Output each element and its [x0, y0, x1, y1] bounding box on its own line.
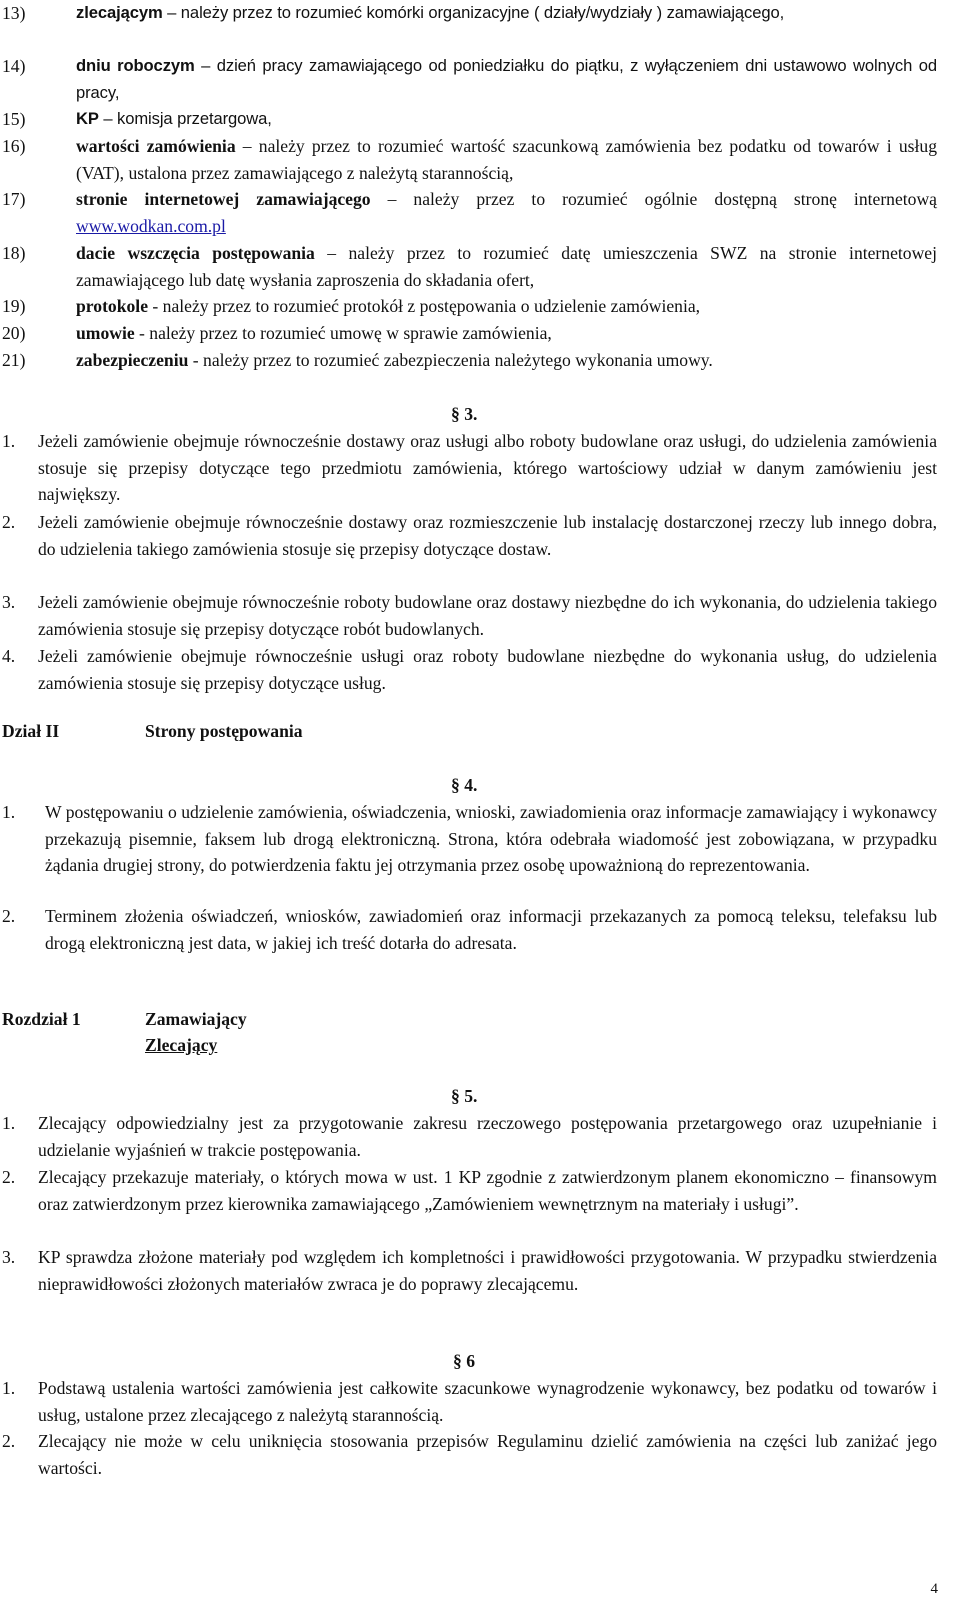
section-5-item-2	[2, 1164, 937, 1217]
definition-term: wartości zamówienia	[76, 136, 236, 156]
definition-number: 19)	[2, 296, 26, 316]
definition-14	[2, 53, 937, 106]
item-number: 2.	[2, 512, 16, 532]
definition-text: – należy przez to rozumieć ogólnie dostępną stronę internetową	[370, 189, 937, 209]
item-text: W postępowaniu o udzielenie zamówienia, oświadczenia, wnioski, zawiadomienia oraz informacje zamawiający i wykonawcy przekazują pisemnie, faksem lub drogą elektroniczną. Strona, która odebrała wiadomość jest zobowiązana, w przypadku żądania drugiej strony, do potwierdzenia faktu jej otrzymania przez osobę upoważnioną do reprezentowania.	[45, 802, 937, 875]
definition-number: 15)	[2, 109, 26, 129]
section-3-item-1	[2, 428, 937, 508]
section-5-title: § 5.	[451, 1086, 478, 1106]
definition-number: 16)	[2, 136, 26, 156]
definition-term: zlecającym	[76, 3, 163, 22]
item-text: Terminem złożenia oświadczeń, wniosków, zawiadomień oraz informacji przekazanych za pomocą teleksu, telefaksu lub drogą elektroniczną jest data, w jakiej ich treść dotarła do adresata.	[45, 906, 937, 953]
definition-text: – komisja przetargowa,	[98, 109, 272, 128]
item-text: Jeżeli zamówienie obejmuje równocześnie roboty budowlane oraz dostawy niezbędne do ich wykonania, do udzielenia takiego zamówienia stosuje się przepisy dotyczące robót budowlanych.	[38, 592, 937, 639]
item-text: Zlecający odpowiedzialny jest za przygotowanie zakresu rzeczowego postępowania przetargowego oraz uzupełnianie i udzielanie wyjaśnień w trakcie postępowania.	[38, 1113, 937, 1160]
section-3-item-4	[2, 643, 937, 696]
definition-number: 17)	[2, 189, 26, 209]
section-4-item-2	[2, 903, 937, 956]
definition-20	[2, 320, 937, 347]
definition-18	[2, 240, 937, 293]
item-text: KP sprawdza złożone materiały pod względem ich kompletności i prawidłowości przygotowania. W przypadku stwierdzenia nieprawidłowości złożonych materiałów zwraca je do poprawy zlecającemu.	[38, 1247, 937, 1294]
section-3-item-2	[2, 509, 937, 562]
item-number: 1.	[2, 1378, 16, 1398]
definition-number: 20)	[2, 323, 26, 343]
section-3-title: § 3.	[451, 404, 478, 424]
definition-19	[2, 293, 937, 320]
definition-term: umowie	[76, 323, 135, 343]
definition-text: - należy przez to rozumieć umowę w sprawie zamówienia,	[134, 323, 552, 343]
definition-text: – należy przez to rozumieć komórki organizacyjne ( działy/wydziały ) zamawiającego,	[162, 3, 785, 22]
definition-13	[2, 0, 937, 27]
dzial-title: Strony postępowania	[145, 721, 303, 741]
definition-text: – dzień pracy zamawiającego od poniedziałku do piątku, z wyłączeniem dni ustawowo wolnych od pracy,	[76, 56, 937, 102]
section-4-item-1	[2, 799, 937, 879]
definition-term: dacie wszczęcia postępowania	[76, 243, 315, 263]
definition-number: 18)	[2, 243, 26, 263]
section-5-item-1	[2, 1110, 937, 1163]
item-text: Jeżeli zamówienie obejmuje równocześnie dostawy oraz rozmieszczenie lub instalację dostarczonej rzeczy lub innego dobra, do udzielenia takiego zamówienia stosuje się przepisy dotyczące dostaw.	[38, 512, 937, 559]
rozdzial-title: Zamawiający	[145, 1009, 247, 1029]
item-text: Podstawą ustalenia wartości zamówienia jest całkowite szacunkowe wynagrodzenie wykonawcy, bez podatku od towarów i usług, ustalone przez zlecającego z należytą starannością.	[38, 1378, 937, 1425]
definition-15	[2, 106, 937, 133]
definition-text: - należy przez to rozumieć protokół z postępowania o udzielenie zamówienia,	[148, 296, 701, 316]
rozdzial-label: Rozdział 1	[2, 1009, 81, 1029]
definition-text: – należy przez to rozumieć wartość szacunkową zamówienia bez podatku od towarów i usług (VAT), ustalona przez zamawiającego z należytą starannością,	[76, 136, 937, 183]
item-number: 2.	[2, 1431, 16, 1451]
definition-number: 14)	[2, 56, 26, 76]
definition-16	[2, 133, 937, 186]
item-text: Jeżeli zamówienie obejmuje równocześnie dostawy oraz usługi albo roboty budowlane oraz usługi, do udzielenia zamówienia stosuje się przepisy dotyczące tego przedmiotu zamówienia, którego wartościowy udział w danym zamówieniu jest największy.	[38, 431, 937, 504]
item-number: 3.	[2, 1247, 16, 1267]
item-number: 1.	[2, 1113, 16, 1133]
page-number: 4	[930, 1581, 938, 1597]
definition-term: KP	[76, 109, 99, 128]
item-number: 4.	[2, 646, 16, 666]
item-text: Jeżeli zamówienie obejmuje równocześnie usługi oraz roboty budowlane niezbędne do wykonania usług, do udzielenia zamówienia stosuje się przepisy dotyczące usług.	[38, 646, 937, 693]
definition-term: stronie internetowej zamawiającego	[76, 189, 371, 209]
item-number: 1.	[2, 802, 16, 822]
section-6-item-1	[2, 1375, 937, 1428]
definition-term: zabezpieczeniu	[76, 350, 189, 370]
rozdzial-subtitle: Zlecający	[145, 1035, 218, 1055]
section-6-item-2	[2, 1428, 937, 1481]
item-text: Zlecający nie może w celu uniknięcia stosowania przepisów Regulaminu dzielić zamówienia na części lub zaniżać jego wartości.	[38, 1431, 937, 1478]
definition-number: 13)	[2, 3, 26, 23]
section-6-title: § 6	[453, 1351, 475, 1371]
item-number: 1.	[2, 431, 16, 451]
item-number: 3.	[2, 592, 16, 612]
section-4-title: § 4.	[451, 775, 478, 795]
item-number: 2.	[2, 906, 16, 926]
website-link[interactable]: www.wodkan.com.pl	[76, 215, 226, 236]
definition-21	[2, 347, 937, 374]
definition-term: dniu roboczym	[76, 56, 195, 75]
definition-text: – należy przez to rozumieć datę umieszczenia SWZ na stronie internetowej zamawiającego lub datę wysłania zaproszenia do składania ofert,	[76, 243, 937, 290]
definition-number: 21)	[2, 350, 26, 370]
definition-17	[2, 186, 937, 239]
definition-term: protokole	[76, 296, 149, 316]
section-3-item-3	[2, 589, 937, 642]
definition-text: - należy przez to rozumieć zabezpieczenia należytego wykonania umowy.	[188, 350, 713, 370]
dzial-label: Dział II	[2, 721, 60, 741]
item-number: 2.	[2, 1167, 16, 1187]
item-text: Zlecający przekazuje materiały, o których mowa w ust. 1 KP zgodnie z zatwierdzonym planem ekonomiczno – finansowym oraz zatwierdzonym przez kierownika zamawiającego „Zamówieniem wewnętrznym na materiały i usługi”.	[38, 1167, 937, 1214]
section-5-item-3	[2, 1244, 937, 1297]
